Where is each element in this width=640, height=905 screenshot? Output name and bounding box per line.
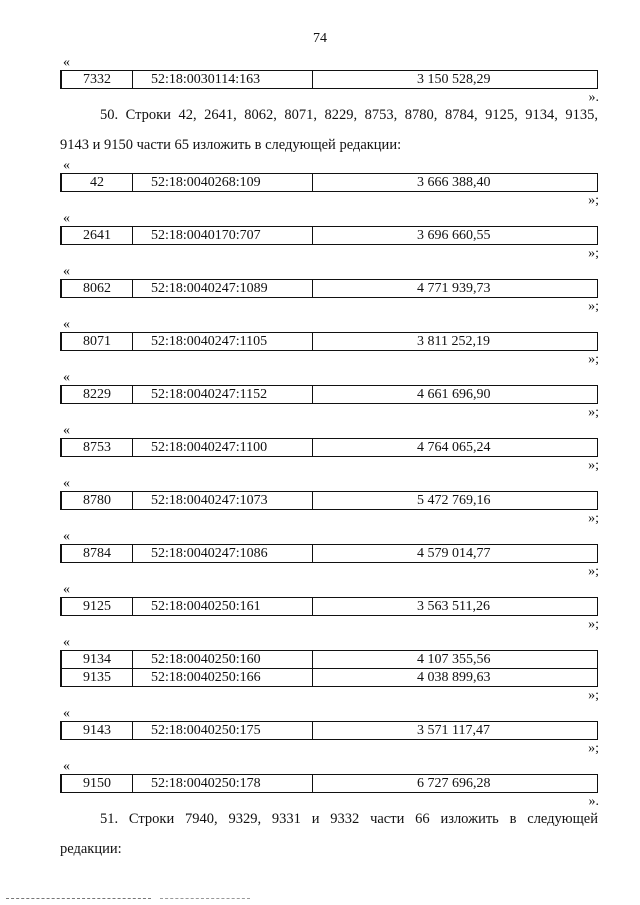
table-row (60, 597, 598, 616)
row-number: 7332 (61, 71, 133, 89)
cadastral-number: 52:18:0040170:707 (133, 227, 313, 245)
row-number: 8780 (61, 492, 133, 510)
paragraph-50 (60, 107, 598, 153)
opening-quote: « (63, 317, 70, 332)
table-row (60, 438, 598, 457)
closing-quote: »; (588, 741, 599, 756)
footer-rule (6, 898, 151, 899)
closing-quote: »; (588, 299, 599, 314)
paragraph-51 (60, 811, 598, 857)
opening-quote: « (63, 759, 70, 774)
row-number: 9135 (61, 669, 133, 687)
table-row (60, 544, 598, 563)
cadastral-number: 52:18:0040247:1100 (133, 439, 313, 457)
cadastral-value: 3 666 388,40 (313, 174, 598, 192)
table-row (60, 774, 598, 793)
cadastral-value: 3 696 660,55 (313, 227, 598, 245)
closing-quote: »; (588, 405, 599, 420)
row-number: 9134 (61, 651, 133, 669)
table-row (61, 669, 598, 687)
closing-quote: »; (588, 511, 599, 526)
paragraph-50-line1: 50. Строки 42, 2641, 8062, 8071, 8229, 8753, 8780, 8784, 9125, 9134, 9135, (100, 107, 598, 123)
table-row (60, 721, 598, 740)
opening-quote: « (63, 635, 70, 650)
opening-quote: « (63, 423, 70, 438)
closing-quote: »; (588, 246, 599, 261)
cadastral-number: 52:18:0040250:178 (133, 775, 313, 793)
row-number: 2641 (61, 227, 133, 245)
opening-quote: « (63, 370, 70, 385)
row-number: 8229 (61, 386, 133, 404)
cadastral-value: 4 771 939,73 (313, 280, 598, 298)
opening-quote: « (63, 529, 70, 544)
cadastral-value: 3 811 252,19 (313, 333, 598, 351)
cadastral-number: 52:18:0040247:1152 (133, 386, 313, 404)
cadastral-value: 3 571 117,47 (313, 722, 598, 740)
closing-quote: »; (588, 564, 599, 579)
cadastral-number: 52:18:0040247:1089 (133, 280, 313, 298)
closing-quote: ». (588, 794, 599, 809)
row-number: 8753 (61, 439, 133, 457)
cadastral-number: 52:18:0040247:1086 (133, 545, 313, 563)
cadastral-value: 6 727 696,28 (313, 775, 598, 793)
closing-quote: »; (588, 352, 599, 367)
cadastral-value: 4 661 696,90 (313, 386, 598, 404)
table-row (60, 173, 598, 192)
cadastral-number: 52:18:0030114:163 (133, 71, 313, 89)
row-number: 8071 (61, 333, 133, 351)
row-number: 9125 (61, 598, 133, 616)
row-number: 8062 (61, 280, 133, 298)
cadastral-number: 52:18:0040250:161 (133, 598, 313, 616)
cadastral-number: 52:18:0040250:166 (133, 669, 313, 687)
table-row (60, 226, 598, 245)
cadastral-value: 4 107 355,56 (313, 651, 598, 669)
cadastral-value: 4 579 014,77 (313, 545, 598, 563)
table-block (60, 650, 598, 687)
closing-quote: »; (588, 688, 599, 703)
row-number: 9150 (61, 775, 133, 793)
opening-quote: « (63, 706, 70, 721)
table-row (60, 491, 598, 510)
paragraph-51-line1: 51. Строки 7940, 9329, 9331 и 9332 части 66 изложить в следующей (100, 811, 598, 827)
page-number: 74 (313, 31, 327, 46)
table-row (60, 385, 598, 404)
opening-quote: « (63, 582, 70, 597)
row-number: 8784 (61, 545, 133, 563)
closing-quote: »; (588, 193, 599, 208)
cadastral-number: 52:18:0040268:109 (133, 174, 313, 192)
opening-quote: « (63, 211, 70, 226)
closing-quote: ». (588, 90, 599, 105)
cadastral-value: 4 764 065,24 (313, 439, 598, 457)
footer-rule (160, 898, 250, 899)
cadastral-value: 3 150 528,29 (313, 71, 598, 89)
paragraph-51-line2: редакции: (60, 841, 122, 857)
cadastral-value: 3 563 511,26 (313, 598, 598, 616)
table-row (60, 70, 598, 89)
table-row (60, 332, 598, 351)
opening-quote: « (63, 55, 70, 70)
cadastral-number: 52:18:0040250:175 (133, 722, 313, 740)
table-row (60, 279, 598, 298)
cadastral-number: 52:18:0040247:1073 (133, 492, 313, 510)
paragraph-50-line2: 9143 и 9150 части 65 изложить в следующей редакции: (60, 137, 402, 153)
cadastral-number: 52:18:0040250:160 (133, 651, 313, 669)
cadastral-number: 52:18:0040247:1105 (133, 333, 313, 351)
table-row (61, 651, 598, 669)
opening-quote: « (63, 158, 70, 173)
row-number: 42 (61, 174, 133, 192)
cadastral-value: 5 472 769,16 (313, 492, 598, 510)
row-number: 9143 (61, 722, 133, 740)
closing-quote: »; (588, 617, 599, 632)
opening-quote: « (63, 476, 70, 491)
opening-quote: « (63, 264, 70, 279)
closing-quote: »; (588, 458, 599, 473)
cadastral-value: 4 038 899,63 (313, 669, 598, 687)
